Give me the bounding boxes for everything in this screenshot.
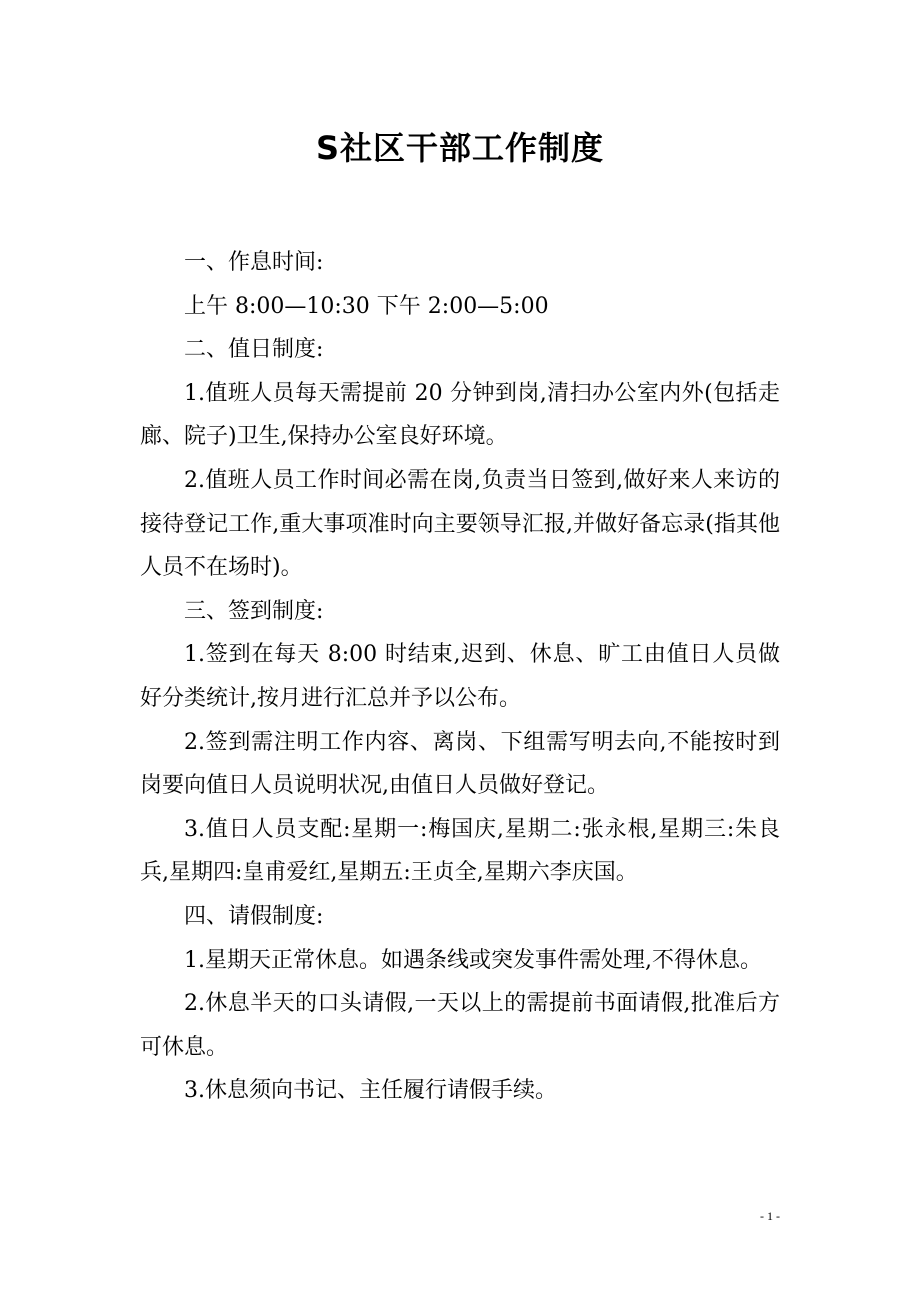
paragraph-signin-rule-2: 2.签到需注明工作内容、离岗、下组需写明去向,不能按时到岗要向值日人员说明状况,由值日人员做好登记。 <box>140 729 780 799</box>
paragraph-duty-rule-2: 2.值班人员工作时间必需在岗,负责当日签到,做好来人来访的接待登记工作,重大事项准时向主要领导汇报,并做好备忘录(指其他人员不在场时)。 <box>140 467 780 581</box>
paragraph-leave-rule-2: 2.休息半天的口头请假,一天以上的需提前书面请假,批准后方可休息。 <box>140 991 780 1060</box>
document-body <box>140 241 780 1113</box>
paragraph-leave-rule-3: 3.休息须向书记、主任履行请假手续。 <box>184 1078 557 1104</box>
document-title: S社区干部工作制度 <box>315 129 605 167</box>
paragraph-leave-rule-1: 1.星期天正常休息。如遇条线或突发事件需处理,不得休息。 <box>184 947 762 973</box>
paragraph-work-hours: 上午 8:00—10:30 下午 2:00—5:00 <box>184 293 549 319</box>
section-heading-signin: 三、签到制度: <box>184 598 324 624</box>
paragraph-signin-rule-1: 1.签到在每天 8:00 时结束,迟到、休息、旷工由值日人员做好分类统计,按月进行汇总并予以公布。 <box>140 642 780 711</box>
section-heading-duty: 二、值日制度: <box>184 337 324 363</box>
paragraph-duty-rule-1: 1.值班人员每天需提前 20 分钟到岗,清扫办公室内外(包括走廊、院子)卫生,保持办公室良好环境。 <box>140 380 780 450</box>
page-number: - 1 - <box>760 1209 780 1223</box>
paragraph-signin-rule-3: 3.值日人员支配:星期一:梅国庆,星期二:张永根,星期三:朱良兵,星期四:皇甫爱红,星期五:王贞全,星期六李庆国。 <box>140 816 780 886</box>
section-heading-leave: 四、请假制度: <box>184 903 324 929</box>
section-heading-schedule: 一、作息时间: <box>184 250 324 275</box>
